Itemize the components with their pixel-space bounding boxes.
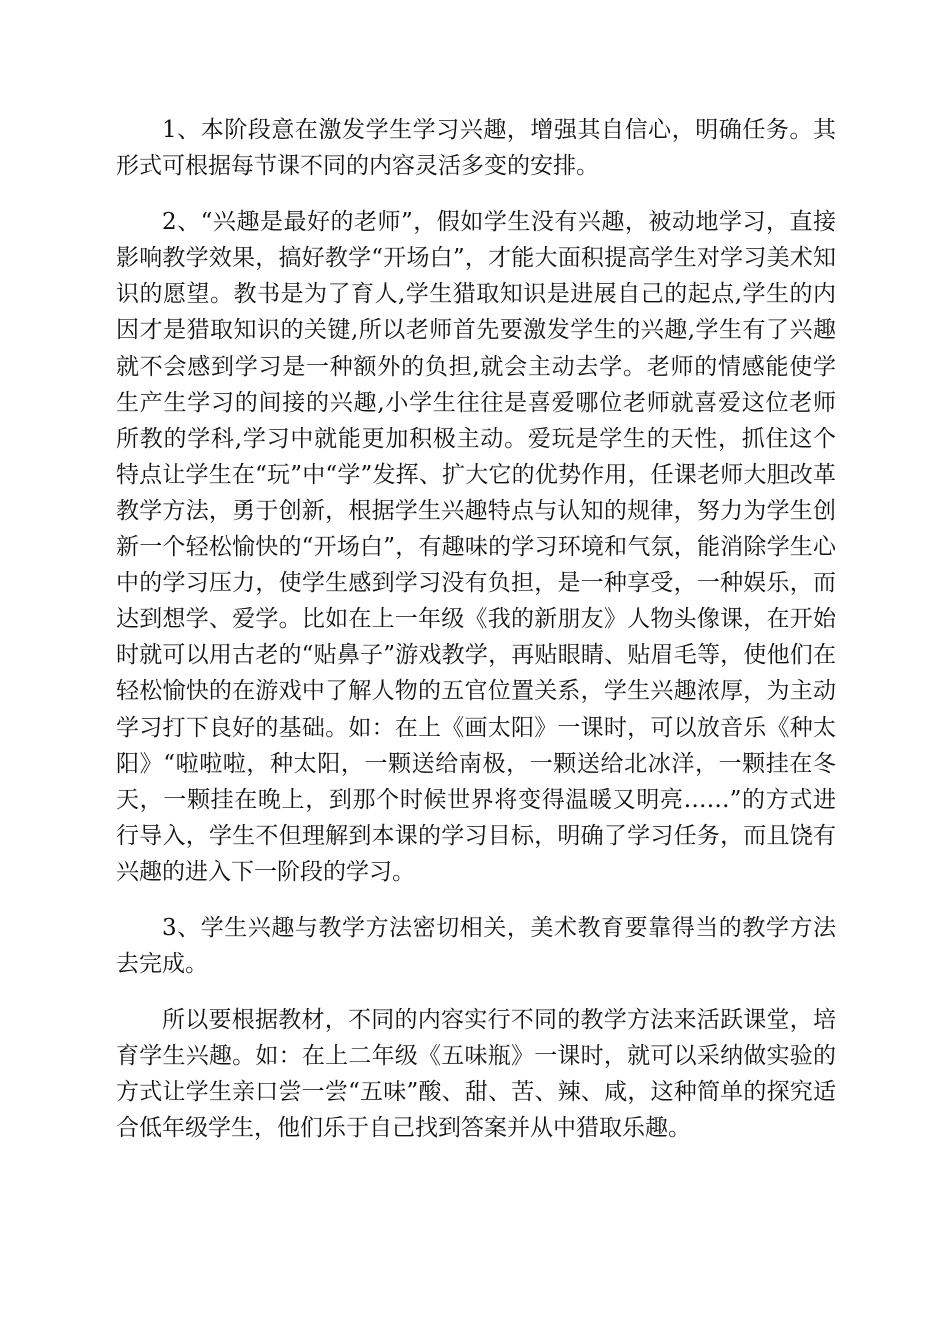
paragraph-4: 所以要根据教材，不同的内容实行不同的教学方法来活跃课堂，培育学生兴趣。如：在上二年级《五味瓶》一课时，就可以采纳做实验的方式让学生亲口尝一尝“五味”酸、甜、苦、辣、咸，这种简单的探究适合低年级学生，他们乐于自己找到答案并从中猎取乐趣。: [116, 1007, 836, 1142]
paragraph-1: 1、本阶段意在激发学生学习兴趣，增强其自信心，明确任务。其形式可根据每节课不同的内容灵活多变的安排。: [116, 117, 836, 180]
paragraph-3: 3、学生兴趣与教学方法密切相关，美术教育要靠得当的教学方法去完成。: [116, 914, 836, 978]
document-body: [116, 112, 836, 1167]
paragraph-2: 2、“兴趣是最好的老师”，假如学生没有兴趣，被动地学习，直接影响教学效果，搞好教学“开场白”，才能大面积提高学生对学习美术知识的愿望。教书是为了育人,学生猎取知识是进展自己的起点,学生的内因才是猎取知识的关键,所以老师首先要激发学生的兴趣,学生有了兴趣就不会感到学习是一种额外的负担,就会主动去学。老师的情感能使学生产生学习的间接的兴趣,小学生往往是喜爱哪位老师就喜爱这位老师所教的学科,学习中就能更加积极主动。爱玩是学生的天性，抓住这个特点让学生在“玩”中“学”发挥、扩大它的优势作用，任课老师大胆改革教学方法，勇于创新，根据学生兴趣特点与认知的规律，努力为学生创新一个轻松愉快的“开场白”，有趣味的学习环境和气氛，能消除学生心中的学习压力，使学生感到学习没有负担，是一种享受，一种娱乐，而达到想学、爱学。比如在上一年级《我的新朋友》人物头像课，在开始时就可以用古老的“贴鼻子”游戏教学，再贴眼睛、贴眉毛等，使他们在轻松愉快的在游戏中了解人物的五官位置关系，学生兴趣浓厚，为主动学习打下良好的基础。如：在上《画太阳》一课时，可以放音乐《种太阳》“啦啦啦，种太阳，一颗送给南极，一颗送给北冰洋，一颗挂在冬天，一颗挂在晚上，到那个时候世界将变得温暖又明亮……”的方式进行导入，学生不但理解到本课的学习目标，明确了学习任务，而且饶有兴趣的进入下一阶段的学习。: [116, 209, 836, 885]
